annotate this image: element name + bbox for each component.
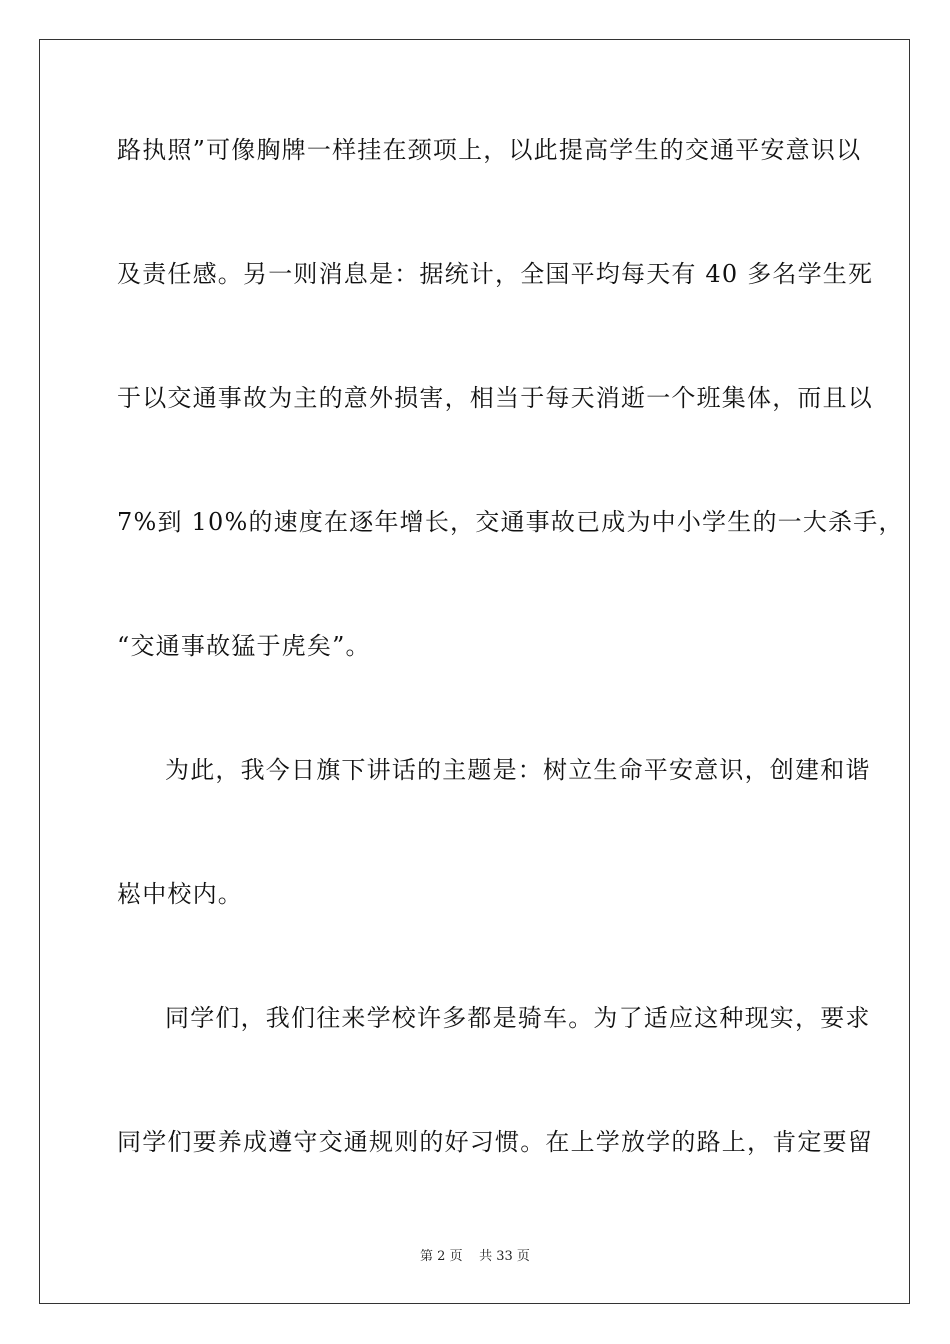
text-line: “交通事故猛于虎矣”。 (117, 632, 371, 660)
paragraph-first-line: 为此，我今日旗下讲话的主题是：树立生命平安意识，创建和谐 (165, 756, 871, 784)
page-total: 共 33 页 (479, 1249, 530, 1264)
page-border (39, 39, 910, 1304)
text-line: 7%到 10%的速度在逐年增长，交通事故已成为中小学生的一大杀手， (117, 508, 904, 536)
text-line: 崧中校内。 (117, 880, 243, 908)
page-footer (0, 1248, 950, 1266)
text-line: 及责任感。另一则消息是：据统计，全国平均每天有 40 多名学生死 (117, 260, 874, 288)
page-number: 第 2 页 (420, 1249, 463, 1264)
text-line: 同学们要养成遵守交通规则的好习惯。在上学放学的路上，肯定要留 (117, 1128, 873, 1156)
paragraph-first-line: 同学们，我们往来学校许多都是骑车。为了适应这种现实，要求 (165, 1004, 871, 1032)
text-line: 于以交通事故为主的意外损害，相当于每天消逝一个班集体，而且以 (117, 384, 873, 412)
text-line: 路执照”可像胸牌一样挂在颈项上，以此提高学生的交通平安意识以 (117, 136, 862, 164)
